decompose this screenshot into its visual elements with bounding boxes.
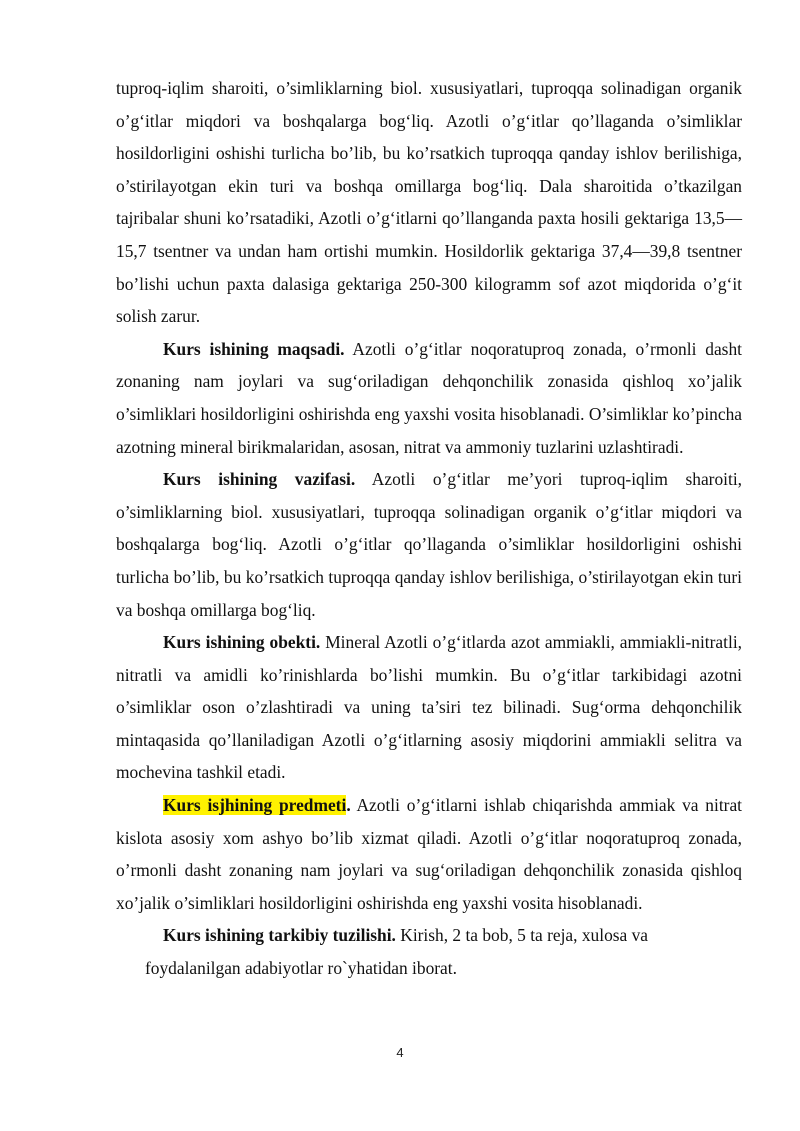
heading-period: . <box>346 795 351 816</box>
paragraph-heading: Kurs ishining vazifasi. <box>163 469 356 490</box>
paragraph-text: Azotli o’g‘itlar noqoratuproq zonada, o’rmonli dasht zonaning nam joylari va sug‘oriladigan dehqonchilik zonasida qishloq xo’jalik o’simliklari hosildorligini oshirishda eng yaxshi vosita hisoblanadi. O’simliklar ko’pincha azotning mineral birikmalaridan, asosan, nitrat va ammoniy tuzlarini uzlashtiradi. <box>116 338 742 457</box>
paragraph-text: Mineral Azotli o’g‘itlarda azot ammiakli, ammiakli-nitratli, nitratli va amidli ko’rinishlarda bo’lishi mumkin. Bu o’g‘itlar tarkibidagi azotni o’simliklar oson o’zlashtiradi va uning ta’siri tez bilinadi. Sug‘orma dehqonchilik mintaqasida qo’llaniladigan Azotli o’g‘itlarning asosiy miqdorini ammiakli selitra va mochevina tashkil etadi. <box>116 632 742 783</box>
highlighted-heading: Kurs isjhining predmeti <box>163 795 347 816</box>
paragraph-heading: Kurs ishining obekti. <box>163 632 321 653</box>
paragraph-obekti <box>116 626 742 789</box>
paragraph-heading: Kurs ishining tarkibiy tuzilishi. <box>163 925 396 946</box>
paragraph-vazifasi <box>116 463 742 626</box>
paragraph-text: Kirish, 2 ta bob, 5 ta reja, xulosa va <box>395 925 649 946</box>
paragraph-heading: Kurs ishining maqsadi. <box>163 338 345 359</box>
paragraph-maqsadi <box>116 333 742 463</box>
paragraph-text: Azotli o’g‘itlar me’yori tuproq-iqlim sharoiti, o’simliklarning biol. xususiyatlari, tuproqqa solinadigan organik o’g‘itlar miqdori va boshqalarga bog‘liq. Azotli o’g‘itlar qo’llaganda o’simliklar hosildorligini oshishi turlicha bo’lib, bu ko’rsatkich tuproqqa qanday ishlov berilishiga, o’stirilayotgan ekin turi va boshqa omillarga bog‘liq. <box>116 469 743 620</box>
paragraph-text: Azotli o’g‘itlarni ishlab chiqarishda ammiak va nitrat kislota asosiy xom ashyo bo’lib xizmat qiladi. Azotli o’g‘itlar noqoratuproq zonada, o’rmonli dasht zonaning nam joylari va sug‘oriladigan dehqonchilik zonasida qishloq xo’jalik o’simliklari hosildorligini oshirishda eng yaxshi vosita hisoblanadi. <box>116 795 742 913</box>
paragraph-text-continued: foydalanilgan adabiyotlar ro`yhatidan iborat. <box>145 958 457 979</box>
page-number: 4 <box>396 1045 404 1060</box>
paragraph-text: tuproq-iqlim sharoiti, o’simliklarning biol. xususiyatlari, tuproqqa solinadigan organik o’g‘itlar miqdori va boshqalarga bog‘liq. Azotli o’g‘itlar qo’llaganda o’simliklar hosildorligini oshishi turlicha bo’lib, bu ko’rsatkich tuproqqa qanday ishlov berilishiga, o’stirilayotgan ekin turi va boshqa omillarga bog‘liq. Dala sharoitida o’tkazilgan tajribalar shuni ko’rsatadiki, Azotli o’g‘itlarni qo’llanganda paxta hosili gektariga 13,5—15,7 tsentner va undan ham ortishi mumkin. Hosildorlik gektariga 37,4—39,8 tsentner bo’lishi uchun paxta dalasiga gektariga 250-300 kilogramm sof azot miqdorida o’g‘it solish zarur. <box>116 78 742 327</box>
paragraph-intro <box>116 72 742 333</box>
page-body <box>116 72 742 985</box>
paragraph-tuzilishi <box>116 919 742 984</box>
paragraph-predmeti <box>116 789 742 919</box>
